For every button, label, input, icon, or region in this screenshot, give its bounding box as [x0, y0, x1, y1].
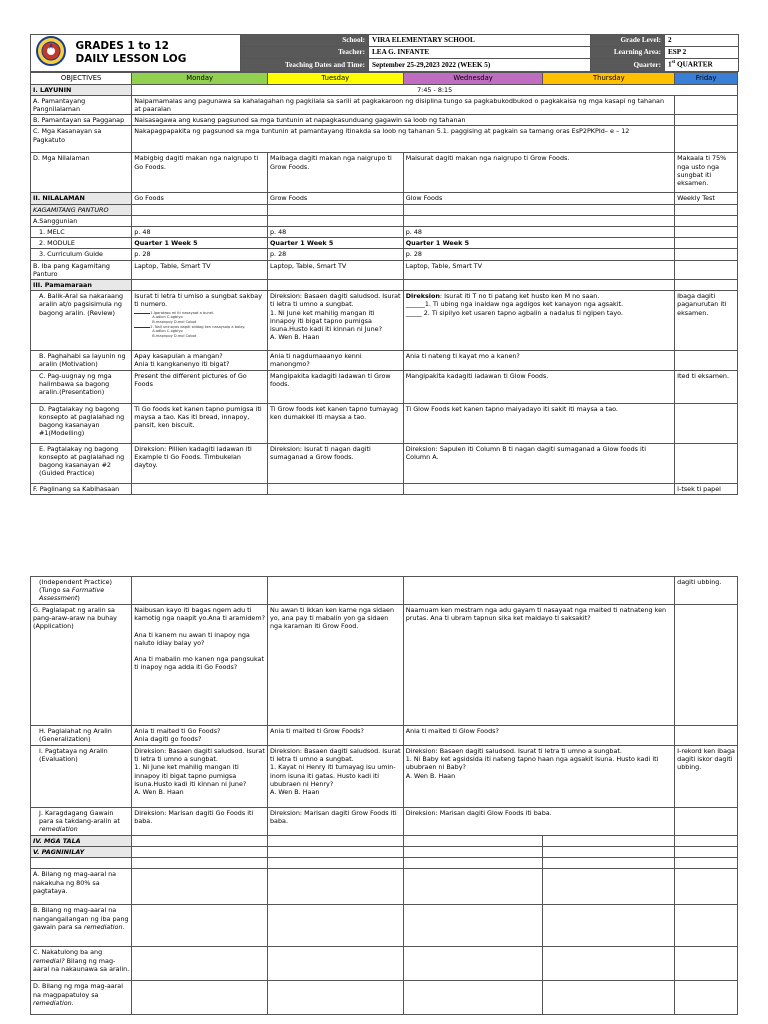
- section-pamamaraan: III. Pamamaraan: [31, 279, 132, 290]
- remedial-helped-i: remedial?: [33, 956, 65, 965]
- independent-friday: dagiti ubbing.: [675, 577, 738, 605]
- col-objectives: OBJECTIVES: [31, 73, 132, 85]
- row-motivation: [31, 351, 738, 370]
- review-friday: Ibaga dagiti paganurutan iti eksamen.: [675, 291, 738, 351]
- remediation-wednesday: Direksion: Marisan dagiti Glow Foods iti baba.: [403, 808, 674, 836]
- ws-line-6: B.mapnpoy D.mol Cobot: [152, 333, 197, 338]
- review-monday: [132, 291, 268, 351]
- melc-wednesday: p. 48: [403, 227, 674, 238]
- independent-label-i: Formative Assessment: [39, 586, 105, 603]
- presentation-wednesday: Mangipakita kadagiti ladawan ti Glow Foods.: [403, 370, 674, 403]
- row-c: [31, 126, 738, 153]
- row-remedial-helped: [31, 947, 738, 981]
- row-sanggunian: [31, 215, 738, 226]
- ws-line-2: A.adion C.ogblyo: [152, 315, 183, 320]
- label-c: C. Mga Kasanayan sa Pagkatuto: [31, 126, 132, 153]
- motivation-tuesday: Ania ti nagdumaaanyo kenni manongmo?: [268, 351, 404, 370]
- label-remedial-helped: [31, 947, 132, 981]
- label-presentation: C. Pag-uugnay ng mga halimbawa sa bagong aralin.(Presentation): [31, 370, 132, 403]
- quarter-value: 1st QUARTER: [665, 59, 739, 72]
- presentation-monday: Present the different pictures of Go Foods: [132, 370, 268, 403]
- quarter-label: Quarter:: [591, 59, 665, 72]
- generalization-wednesday: Ania ti maited ti Glow Foods?: [403, 726, 674, 746]
- row-evaluation: [31, 746, 738, 808]
- title-line-1: GRADES 1 to 12: [75, 39, 169, 52]
- label-continue-remediation: [31, 981, 132, 1015]
- col-tuesday: Tuesday: [268, 73, 404, 85]
- label-a: A. Pamantayang Pangnilalaman: [31, 95, 132, 114]
- d-friday: Makaala ti 75% nga usto nga sungbat iti eksamen.: [675, 153, 738, 193]
- continue-remediation-i: remediation.: [33, 998, 74, 1007]
- modelling-monday: Ti Go foods ket kanen tapno pumigsa iti maysa a tao. Kas iti bread, innapoy, pansit, ken biscuit.: [132, 403, 268, 443]
- text-c: Nakapagpapakita ng pagsunod sa mga tuntunin at pamantayang itinakda sa loob ng tahanan 5.1. paggising at pagkain sa tamang oras EsP2PKPId– e – 12: [132, 126, 675, 153]
- col-thursday: Thursday: [543, 73, 675, 85]
- label-motivation: B. Paghahabi sa layunin ng aralin (Motivation): [31, 351, 132, 370]
- section-nilalaman: II. NILALAMAN: [31, 193, 132, 204]
- generalization-monday: Ania ti maited ti Go Foods? Ania dagiti go foods?: [132, 726, 268, 746]
- label-sanggunian: A.Sanggunian: [31, 215, 132, 226]
- row-a: [31, 95, 738, 114]
- label-independent: [31, 577, 132, 605]
- d-wednesday: Maisurat dagiti makan nga naigrupo ti Grow Foods.: [403, 153, 674, 193]
- row-remediation: [31, 808, 738, 836]
- remediation-tuesday: Direksion: Marisan dagiti Grow Foods iti baba.: [268, 808, 404, 836]
- row-kabihasaan: [31, 483, 738, 494]
- label-need-remediation: [31, 905, 132, 947]
- review-tuesday: Direksion: Basaen dagiti saludsod. Isurat ti letra ti umno a sungbat. 1. Ni June ket mahilig mangan iti innapoy iti bigat tapno pumigsa isuna.Husto kadi iti kinnan ni June? A. Wen B. Haan: [268, 291, 404, 351]
- label-80percent: A. Bilang ng mag-aaral na nakakuha ng 80% sa pagtataya.: [31, 869, 132, 905]
- lesson-log-page-1: [30, 34, 738, 495]
- lesson-table-1: [30, 72, 738, 495]
- evaluation-wednesday: Direksion: Basaen dagiti saludsod. Isurat ti letra ti umno a sungbat. 1. Ni Baby ket agsidsida iti nateng tapno haan nga agsakit isuna. Husto kadi iti ububraen ni Baby? A. Wen B. Haan: [403, 746, 674, 808]
- row-nilalaman: [31, 193, 738, 204]
- module-wednesday: Quarter 1 Week 5: [403, 238, 674, 249]
- area-label: Learning Area:: [591, 47, 665, 59]
- row-module: [31, 238, 738, 249]
- guided-tuesday: Direksion: Isurat ti nagan dagiti sumaganad a Grow foods.: [268, 443, 404, 483]
- row-application: [31, 605, 738, 726]
- row-modelling: [31, 403, 738, 443]
- row-generalization: [31, 726, 738, 746]
- cg-tuesday: p. 28: [268, 249, 404, 260]
- section-tala: IV. MGA TALA: [31, 836, 132, 847]
- d-tuesday: Maibaga dagiti makan nga naigrupo ti Grow Foods.: [268, 153, 404, 193]
- need-remediation-i: remediation.: [83, 922, 125, 931]
- row-presentation: [31, 370, 738, 403]
- col-friday: Friday: [675, 73, 738, 85]
- review-monday-text: Isurat ti letra ti umiso a sungbat sakbay ti numero.: [134, 292, 263, 309]
- text-b: Naisasagawa ang kusang pagsunod sa mga tuntunin at napagkasunduang gagawin sa loob ng tahanan: [132, 115, 675, 126]
- col-wednesday: Wednesday: [403, 73, 543, 85]
- school-value: VIRA ELEMENTARY SCHOOL: [369, 35, 591, 47]
- remediation-monday: Direksion: Marisan dagiti Go Foods iti baba.: [132, 808, 268, 836]
- continue-remediation-a: D. Bilang ng mga mag-aaral na magpapatuloy sa: [33, 982, 123, 999]
- module-monday: Quarter 1 Week 5: [132, 238, 268, 249]
- label-generalization: H. Paglalahat ng Aralin (Generalization): [31, 726, 132, 746]
- nilalaman-tuesday: Grow Foods: [268, 193, 404, 204]
- melc-tuesday: p. 48: [268, 227, 404, 238]
- remedial-helped-a: C. Nakatulong ba ang: [33, 948, 103, 957]
- row-pamamaraan: [31, 279, 738, 290]
- cg-wednesday: p. 28: [403, 249, 674, 260]
- d-monday: Mabigbig dagiti makan nga naigrupo ti Go Foods.: [132, 153, 268, 193]
- review-wed-text: : Isurat iti T no ti patang ket husto ken M no saan. ______1. Ti ubing nga inaldaw nga agdigos ket kanayon nga agsakit. _____ 2. Ti sipilyo ket usaren tapno agbalin a nadalus ti ngipen tayo.: [405, 292, 624, 317]
- label-iba: B. Iba pang Kagamitang Panturo: [31, 260, 132, 279]
- title-line-2: DAILY LESSON LOG: [75, 53, 187, 66]
- dates-value: September 25-29,2023 2022 (WEEK 5): [369, 59, 591, 72]
- nilalaman-friday: Weekly Test: [675, 193, 738, 204]
- label-kabihasaan: F. Paglinang sa Kabihasaan: [31, 483, 132, 494]
- row-80percent: [31, 869, 738, 905]
- area-value: ESP 2: [665, 47, 739, 59]
- text-a: Naipamamalas ang pagunawa sa kahalagahan ng pagkilala sa sarili at pagkakaroon ng disiplina tungo sa pagkabukodbukod o pagkakaisa ng mga kasapi ng tahanan at paaralan: [132, 95, 675, 114]
- section-kagamitan: KAGAMITANG PANTURO: [31, 204, 132, 215]
- label-module: 2. MODULE: [31, 238, 132, 249]
- school-label: School:: [241, 35, 369, 47]
- review-worksheet: [134, 311, 265, 339]
- label-melc: 1. MELC: [31, 227, 132, 238]
- generalization-tuesday: Ania ti maited ti Grow Foods?: [268, 726, 404, 746]
- header-table: [30, 34, 739, 72]
- row-kagamitan: [31, 204, 738, 215]
- remedial-helped-b: Bilang ng mag-aaral na nakaunawa sa aralin.: [33, 956, 130, 973]
- time-slot: 7:45 - 8:15: [132, 84, 738, 95]
- application-wednesday: Naamuam ken mestram nga adu gayam ti nasayaat nga maited ti natnateng ken prutas. Ana ti ubram tapnun sika ket maidayo ti saksakit?: [403, 605, 674, 726]
- row-spacer: [31, 858, 738, 869]
- module-tuesday: Quarter 1 Week 5: [268, 238, 404, 249]
- lesson-table-2: [30, 576, 738, 1015]
- independent-label-a: (Independent Practice) (Tungo sa: [39, 578, 113, 595]
- label-review: A. Balik-Aral sa nakaraang aralin at/o pagsisimula ng bagong aralin. (Review): [31, 291, 132, 351]
- need-remediation-a: B. Bilang ng mag-aaral na nangangailangan ng iba pang gawain para sa: [33, 906, 129, 931]
- iba-tuesday: Laptop, Table, Smart TV: [268, 260, 404, 279]
- label-guided: E. Pagtalakay ng bagong konsepto at paglalahad ng bagong kasanayan #2 (Guided Practice): [31, 443, 132, 483]
- teacher-label: Teacher:: [241, 47, 369, 59]
- row-review: [31, 291, 738, 351]
- label-evaluation: I. Pagtataya ng Aralin (Evaluation): [31, 746, 132, 808]
- lesson-log-page-2: [30, 576, 738, 1015]
- guided-wednesday: Direksion: Sapulen iti Column B ti nagan dagiti sumaganad a Glow foods iti Column A.: [403, 443, 674, 483]
- ws-line-1: 1.Igarataso mi iti nasayaat a bunel.: [150, 310, 215, 315]
- row-continue-remediation: [31, 981, 738, 1015]
- motivation-monday: Apay kasapulan a mangan? Ania ti kangkanenyo iti bigat?: [132, 351, 268, 370]
- row-need-remediation: [31, 905, 738, 947]
- section-layunin: I. LAYUNIN: [31, 84, 132, 95]
- label-b: B. Pamantayan sa Pagganap: [31, 115, 132, 126]
- application-monday: Naibusan kayo iti bagas ngem adu ti kamotig nga naapit yo.Ana ti aramidem? Ana ti kanem nu awan ti inapoy nga naluto idiay balay yo? Ana ti mabalin mo kanen nga pangsukat ti inapoy nga adda iti Go Foods?: [132, 605, 268, 726]
- ws-line-5: A.adion C.ogblyo: [152, 329, 183, 334]
- nilalaman-wednesday: Glow Foods: [403, 193, 674, 204]
- independent-label-b: ): [77, 594, 80, 603]
- row-tala: [31, 836, 738, 847]
- melc-monday: p. 48: [132, 227, 268, 238]
- remediation-label-a: J. Karagdagang Gawain para sa takdang-aralin at: [39, 809, 120, 826]
- kabihasaan-friday: I-tsek ti papel: [675, 483, 738, 494]
- section-pagninilay: V. PAGNINILAY: [31, 847, 132, 858]
- modelling-tuesday: Ti Grow foods ket kanen tapno tumayag ken dumakkel iti maysa a tao.: [268, 403, 404, 443]
- label-cg: 3. Curriculum Guide: [31, 249, 132, 260]
- row-iba: [31, 260, 738, 279]
- grade-label: Grade Level:: [591, 35, 665, 47]
- label-application: G. Paglalapat ng aralin sa pang-araw-araw na buhay (Application): [31, 605, 132, 726]
- deped-seal-icon: [34, 36, 68, 66]
- guided-monday: Direksion: Pillien kadagiti ladawan iti Example ti Go Foods. Timbukelan daytoy.: [132, 443, 268, 483]
- nilalaman-monday: Go Foods: [132, 193, 268, 204]
- label-remediation: [31, 808, 132, 836]
- ws-line-3: B.mapnpoy D.mol Cobot: [152, 319, 197, 324]
- row-pagninilay: [31, 847, 738, 858]
- application-tuesday: Nu awan ti ikkan ken karne nga sidaen yo, ana pay ti mabalin yon ga sidaen nga karaman iti Grow Food.: [268, 605, 404, 726]
- review-wed-label: Direksion: [405, 292, 440, 301]
- row-melc: [31, 227, 738, 238]
- teacher-value: LEA G. INFANTE: [369, 47, 591, 59]
- deped-seal: [31, 35, 73, 72]
- grade-value: 2: [665, 35, 739, 47]
- dates-label: Teaching Dates and Time:: [241, 59, 369, 72]
- iba-wednesday: Laptop, Table, Smart TV: [403, 260, 674, 279]
- col-monday: Monday: [132, 73, 268, 85]
- row-guided: [31, 443, 738, 483]
- review-wednesday: [403, 291, 674, 351]
- row-d: [31, 153, 738, 193]
- modelling-wednesday: Ti Glow Foods ket kanen tapno maiyadayo iti sakit iti maysa a tao.: [403, 403, 674, 443]
- document-title: [73, 35, 241, 72]
- label-d: D. Mga Nilalaman: [31, 153, 132, 193]
- row-cg: [31, 249, 738, 260]
- row-layunin: [31, 84, 738, 95]
- presentation-tuesday: Mangipakita kadagiti ladawan ti Grow foods.: [268, 370, 404, 403]
- day-header-row: [31, 73, 738, 85]
- presentation-friday: Ited ti eksamen.: [675, 370, 738, 403]
- ws-line-4: 2. Nall uninayos dagiti siddag ken nasaysaip a balay.: [150, 324, 246, 329]
- motivation-wednesday: Ania ti nateng ti kayat mo a kanen?: [403, 351, 674, 370]
- row-independent: [31, 577, 738, 605]
- evaluation-tuesday: Direksion: Basaen dagiti saludsod. Isurat ti letra ti umno a sungbat. 1. Kayat ni Henry iti tumayag isu umin-inom isuna iti gatas. Husto kadi iti ububraen ni Henry? A. Wen B. Haan: [268, 746, 404, 808]
- iba-monday: Laptop, Table, Smart TV: [132, 260, 268, 279]
- remediation-label-i: remediation: [39, 825, 78, 834]
- label-modelling: D. Pagtalakay ng bagong konsepto at paglalahad ng bagong kasanayan #1(Modelling): [31, 403, 132, 443]
- evaluation-friday: I-rekord ken ibaga dagiti iskor dagiti ubbing.: [675, 746, 738, 808]
- cg-monday: p. 28: [132, 249, 268, 260]
- row-b: [31, 115, 738, 126]
- evaluation-monday: Direksion: Basaen dagiti saludsod. Isurat ti letra ti umno a sungbat. 1. Ni June ket mahilig mangan iti innapoy iti bigat tapno pumigsa isuna.Husto kadi iti kinnan ni June? A. Wen B. Haan: [132, 746, 268, 808]
